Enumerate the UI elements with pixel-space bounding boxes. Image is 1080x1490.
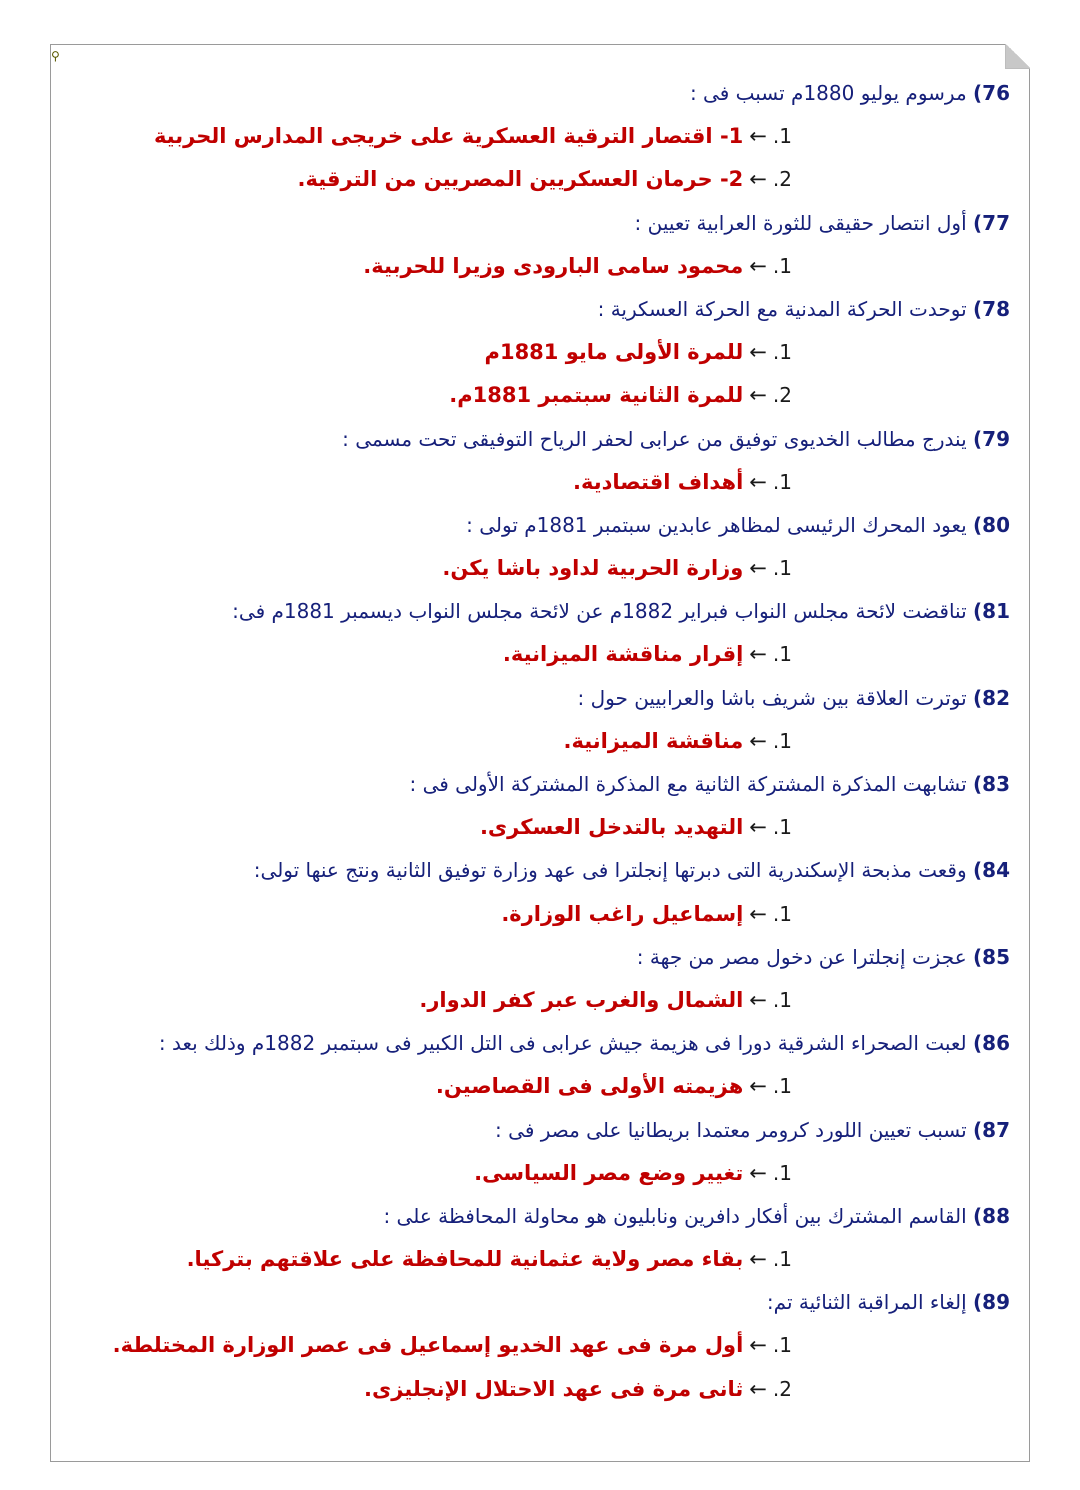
answer-line	[150, 461, 1010, 504]
question-line	[150, 1195, 1010, 1238]
answer-text: مناقشة الميزانية.	[563, 728, 744, 753]
answer-line	[150, 633, 1010, 676]
question-number: 81)	[973, 599, 1010, 624]
arrow-left-icon: ←	[749, 556, 767, 581]
question-number: 86)	[973, 1031, 1010, 1056]
question-line	[150, 763, 1010, 806]
question-number: 84)	[973, 858, 1010, 883]
question-line	[150, 72, 1010, 115]
question-line	[150, 1109, 1010, 1152]
question-text: تسبب تعيين اللورد كرومر معتمدا بريطانيا على مصر فى :	[495, 1117, 967, 1142]
answer-text: 2- حرمان العسكريين المصريين من الترقية.	[297, 167, 744, 192]
answer-text: للمرة الثانية سبتمبر 1881م.	[449, 383, 744, 408]
question-text: أول انتصار حقيقى للثورة العرابية تعيين :	[634, 210, 967, 235]
answer-line	[150, 331, 1010, 374]
answer-number: 1.	[772, 1074, 792, 1099]
answer-number: 1.	[772, 253, 792, 278]
answer-line	[150, 115, 1010, 158]
question-number: 89)	[973, 1290, 1010, 1315]
arrow-left-icon: ←	[749, 642, 767, 667]
answer-text: أهداف اقتصادية.	[573, 469, 744, 494]
pin-icon: ⚲	[51, 49, 60, 63]
answer-number: 1.	[772, 340, 792, 365]
question-line	[150, 202, 1010, 245]
answer-line	[150, 547, 1010, 590]
answer-line	[150, 806, 1010, 849]
answer-line	[150, 979, 1010, 1022]
answer-number: 2.	[772, 167, 792, 192]
answer-text: التهديد بالتدخل العسكرى.	[479, 815, 744, 840]
question-text: تشابهت المذكرة المشتركة الثانية مع المذكرة المشتركة الأولى فى :	[409, 772, 967, 796]
arrow-left-icon: ←	[749, 728, 767, 753]
answer-number: 1.	[772, 815, 792, 840]
answer-text: إقرار مناقشة الميزانية.	[502, 642, 744, 667]
arrow-left-icon: ←	[749, 469, 767, 494]
answer-text: هزيمته الأولى فى القصاصين.	[435, 1074, 744, 1099]
question-line	[150, 504, 1010, 547]
answer-line	[150, 245, 1010, 288]
answer-text: بقاء مصر ولاية عثمانية للمحافظة على علاقتهم بتركيا.	[186, 1247, 744, 1272]
answer-line	[150, 1238, 1010, 1281]
answer-line	[150, 1152, 1010, 1195]
answer-line	[150, 374, 1010, 417]
arrow-left-icon: ←	[749, 987, 767, 1012]
question-number: 87)	[973, 1117, 1010, 1142]
question-number: 83)	[973, 772, 1010, 796]
arrow-left-icon: ←	[749, 253, 767, 278]
question-line	[150, 288, 1010, 331]
answer-number: 1.	[772, 901, 792, 926]
question-text: يندرج مطالب الخديوى توفيق من عرابى لحفر الرياح التوفيقى تحت مسمى :	[342, 426, 967, 451]
answer-number: 2.	[772, 383, 792, 408]
answer-number: 1.	[772, 642, 792, 667]
arrow-left-icon: ←	[749, 1074, 767, 1099]
answer-number: 1.	[772, 1160, 792, 1185]
arrow-left-icon: ←	[749, 1333, 767, 1358]
arrow-left-icon: ←	[749, 901, 767, 926]
answer-line	[150, 720, 1010, 763]
answer-text: تغيير وضع مصر السياسى.	[474, 1160, 744, 1185]
page-corner-fold	[1005, 44, 1030, 69]
arrow-left-icon: ←	[749, 383, 767, 408]
answer-number: 2.	[772, 1376, 792, 1401]
question-text: توحدت الحركة المدنية مع الحركة العسكرية :	[597, 296, 967, 321]
question-number: 85)	[973, 944, 1010, 969]
arrow-left-icon: ←	[749, 1247, 767, 1272]
question-line	[150, 1281, 1010, 1324]
answer-number: 1.	[772, 987, 792, 1012]
answer-number: 1.	[772, 1247, 792, 1272]
question-number: 82)	[973, 685, 1010, 710]
answer-line	[150, 1065, 1010, 1108]
arrow-left-icon: ←	[749, 124, 767, 149]
question-list	[112, 72, 1010, 1411]
answer-text: 1- اقتصار الترقية العسكرية على خريجى المدارس الحربية	[153, 124, 744, 149]
answer-text: إسماعيل راغب الوزارة.	[501, 901, 744, 926]
question-line	[150, 677, 1010, 720]
question-text: القاسم المشترك بين أفكار دافرين ونابليون هو محاولة المحافظة على :	[383, 1203, 967, 1228]
question-number: 77)	[973, 210, 1010, 235]
answer-line	[150, 893, 1010, 936]
answer-line	[150, 1368, 1010, 1411]
answer-text: أول مرة فى عهد الخديو إسماعيل فى عصر الوزارة المختلطة.	[112, 1333, 744, 1358]
answer-number: 1.	[772, 728, 792, 753]
question-line	[150, 936, 1010, 979]
question-number: 79)	[973, 426, 1010, 451]
answer-text: ثانى مرة فى عهد الاحتلال الإنجليزى.	[364, 1376, 744, 1401]
arrow-left-icon: ←	[749, 167, 767, 192]
question-number: 78)	[973, 296, 1010, 321]
question-number: 80)	[973, 512, 1010, 537]
question-text: يعود المحرك الرئيسى لمظاهر عابدين سبتمبر 1881م تولى :	[466, 512, 967, 537]
question-text: لعبت الصحراء الشرقية دورا فى هزيمة جيش عرابى فى التل الكبير فى سبتمبر 1882م وذلك بعد :	[158, 1031, 967, 1056]
question-line	[150, 1022, 1010, 1065]
answer-text: الشمال والغرب عبر كفر الدوار.	[419, 987, 744, 1012]
answer-line	[150, 158, 1010, 201]
arrow-left-icon: ←	[749, 1376, 767, 1401]
answer-text: محمود سامى البارودى وزيرا للحربية.	[363, 253, 744, 278]
question-text: مرسوم يوليو 1880م تسبب فى :	[689, 81, 967, 105]
arrow-left-icon: ←	[749, 1160, 767, 1185]
question-text: إلغاء المراقبة الثنائية تم:	[766, 1290, 967, 1315]
question-line	[150, 418, 1010, 461]
arrow-left-icon: ←	[749, 340, 767, 365]
answer-number: 1.	[772, 469, 792, 494]
question-number: 76)	[973, 81, 1010, 105]
answer-number: 1.	[772, 556, 792, 581]
question-text: تناقضت لائحة مجلس النواب فبراير 1882م عن لائحة مجلس النواب ديسمبر 1881م فى:	[232, 599, 967, 624]
answer-text: وزارة الحربية لداود باشا يكن.	[442, 556, 744, 581]
answer-line	[112, 1324, 1010, 1367]
question-text: عجزت إنجلترا عن دخول مصر من جهة :	[636, 944, 967, 969]
question-line	[150, 849, 1010, 892]
arrow-left-icon: ←	[749, 815, 767, 840]
answer-number: 1.	[772, 124, 792, 149]
question-text: توترت العلاقة بين شريف باشا والعرابيين حول :	[577, 685, 967, 710]
question-line	[150, 590, 1010, 633]
question-text: وقعت مذبحة الإسكندرية التى دبرتها إنجلترا فى عهد وزارة توفيق الثانية ونتج عنها تولى:	[253, 858, 967, 883]
answer-text: للمرة الأولى مايو 1881م	[484, 340, 744, 365]
question-number: 88)	[973, 1203, 1010, 1228]
answer-number: 1.	[772, 1333, 792, 1358]
